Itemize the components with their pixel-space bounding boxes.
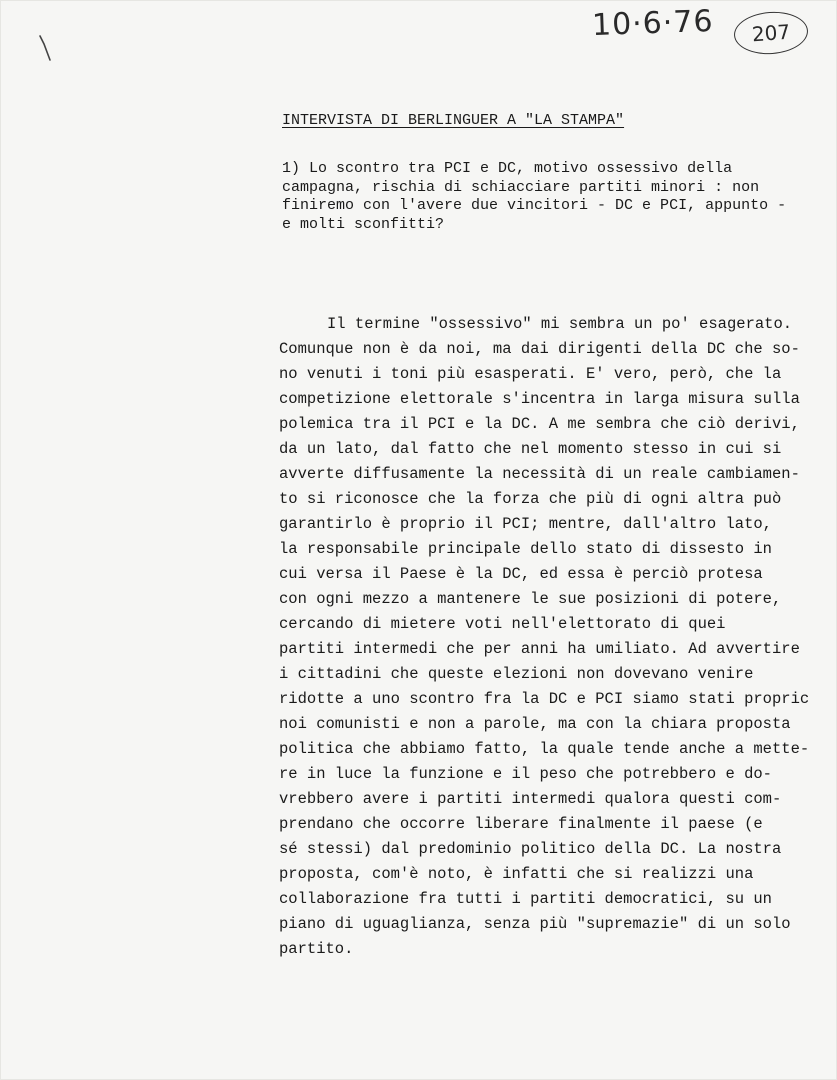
answer-line: Comunque non è da noi, ma dai dirigenti della DC che so- xyxy=(279,340,800,358)
answer-line: competizione elettorale s'incentra in larga misura sulla xyxy=(279,390,800,408)
answer-line: vrebbero avere i partiti intermedi qualora questi com- xyxy=(279,790,782,808)
answer-line: re in luce la funzione e il peso che potrebbero e do- xyxy=(279,765,772,783)
answer-line: collaborazione fra tutti i partiti democratici, su un xyxy=(279,890,772,908)
answer-line: noi comunisti e non a parole, ma con la chiara proposta xyxy=(279,715,791,733)
answer-line: proposta, com'è noto, è infatti che si realizzi una xyxy=(279,865,754,883)
answer-line: cui versa il Paese è la DC, ed essa è perciò protesa xyxy=(279,565,763,583)
answer-line: con ogni mezzo a mantenere le sue posizioni di potere, xyxy=(279,590,782,608)
answer-line: sé stessi) dal predominio politico della DC. La nostra xyxy=(279,840,782,858)
answer-line: partiti intermedi che per anni ha umiliato. Ad avvertire xyxy=(279,640,800,658)
answer-line: no venuti i toni più esasperati. E' vero, però, che la xyxy=(279,365,782,383)
answer-line: politica che abbiamo fatto, la quale tende anche a mette- xyxy=(279,740,810,758)
question-line: finiremo con l'avere due vincitori - DC e PCI, appunto - xyxy=(282,197,787,214)
answer-line: Il termine "ossessivo" mi sembra un po' esagerato. xyxy=(327,315,793,333)
answer-line: garantirlo è proprio il PCI; mentre, dall'altro lato, xyxy=(279,515,772,533)
answer-line: polemica tra il PCI e la DC. A me sembra che ciò derivi, xyxy=(279,415,800,433)
answer-line: la responsabile principale dello stato di dissesto in xyxy=(279,540,772,558)
page-number-stamp xyxy=(733,9,810,56)
answer-line: to si riconosce che la forza che più di ogni altra può xyxy=(279,490,782,508)
handwritten-date: 10·6·76 xyxy=(591,3,715,44)
question-line: campagna, rischia di schiacciare partiti minori : non xyxy=(282,178,760,196)
page-number: 207 xyxy=(751,19,791,47)
answer-line: cercando di mietere voti nell'elettorato di quei xyxy=(279,615,726,633)
question-line: e molti sconfitti? xyxy=(282,215,445,233)
answer-line: ridotte a uno scontro fra la DC e PCI siamo stati propric xyxy=(279,690,810,708)
interview-question xyxy=(282,160,822,234)
document-title: INTERVISTA DI BERLINGUER A "LA STAMPA" xyxy=(282,112,625,129)
pen-mark xyxy=(38,34,52,62)
question-line: 1) Lo scontro tra PCI e DC, motivo ossessivo della xyxy=(282,160,733,177)
answer-line: avverte diffusamente la necessità di un reale cambiamen- xyxy=(279,465,800,483)
answer-line: partito. xyxy=(279,940,354,958)
answer-line: prendano che occorre liberare finalmente il paese (e xyxy=(279,815,763,833)
answer-line: i cittadini che queste elezioni non dovevano venire xyxy=(279,665,754,683)
answer-line: piano di uguaglianza, senza più "supremazie" di un solo xyxy=(279,915,791,933)
answer-line: da un lato, dal fatto che nel momento stesso in cui si xyxy=(279,440,782,458)
interview-answer xyxy=(279,312,837,962)
